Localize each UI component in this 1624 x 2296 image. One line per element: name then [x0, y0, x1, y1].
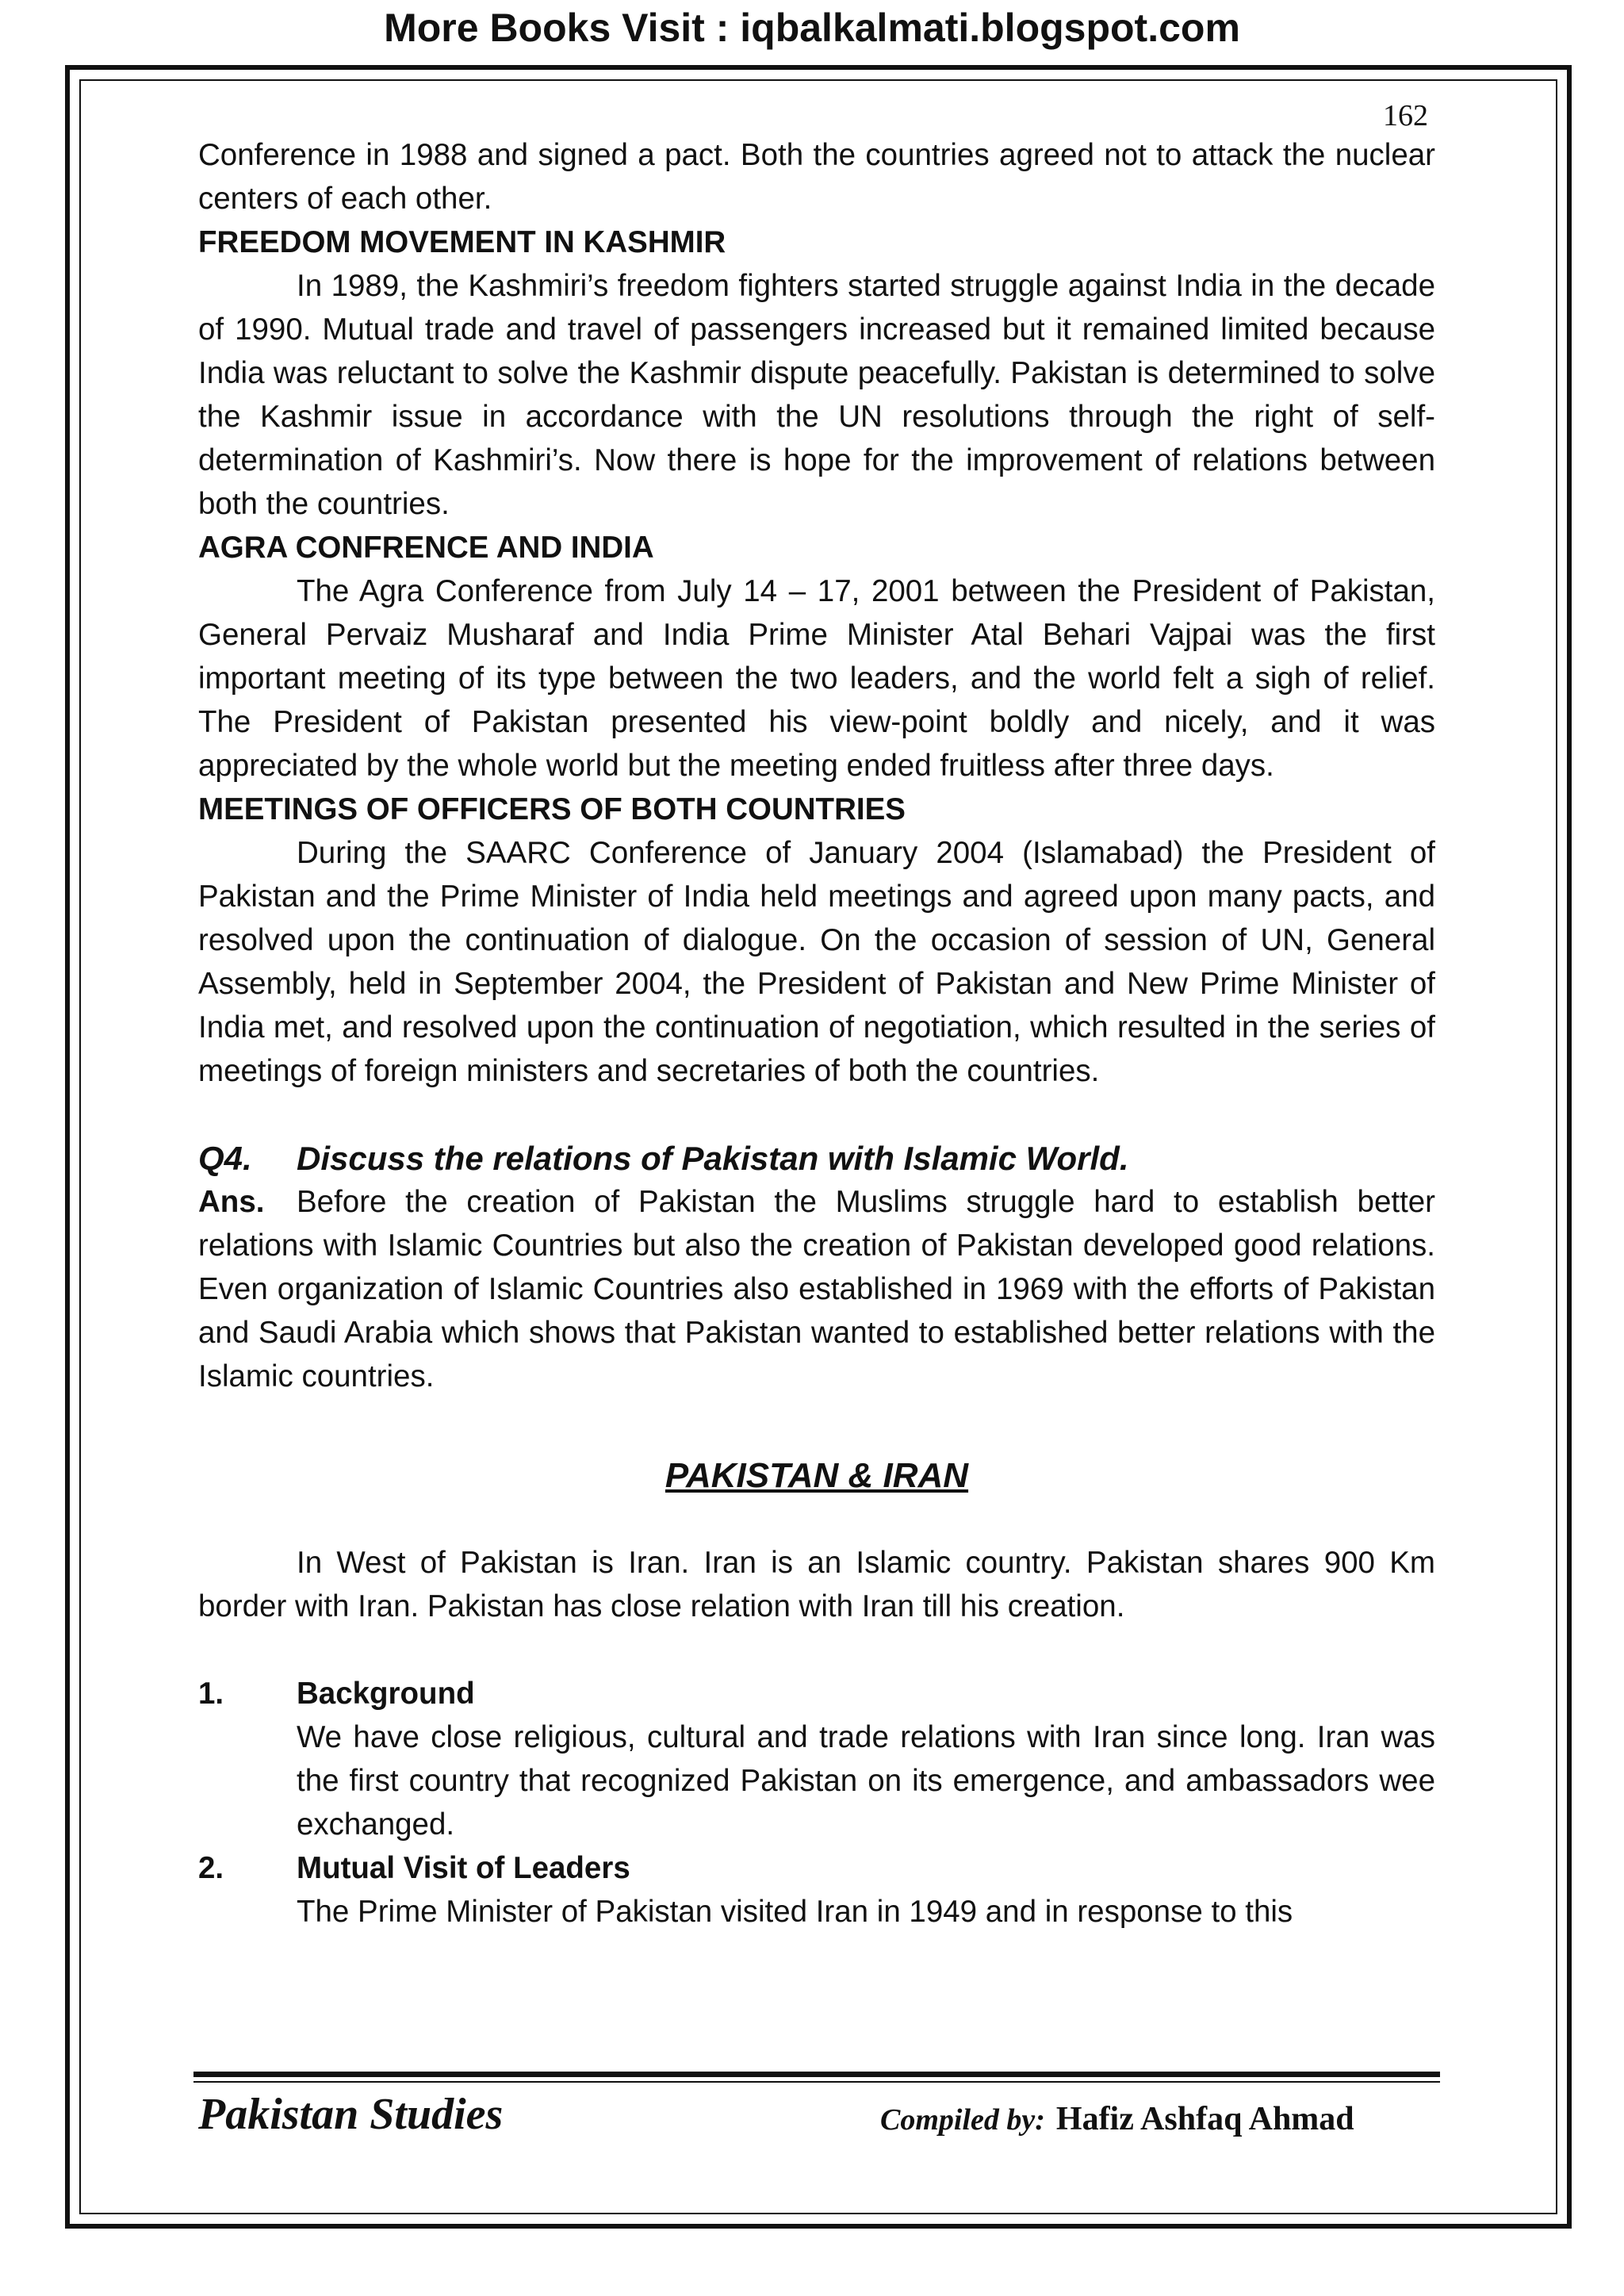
section-heading-agra: AGRA CONFRENCE AND INDIA [198, 531, 654, 565]
spacer [198, 1628, 1435, 1672]
footer-credit [880, 2100, 1354, 2138]
point-item-background [198, 1672, 1435, 1715]
footer-rule-thick [193, 2072, 1440, 2077]
page-number: 162 [1383, 99, 1428, 132]
point-item-mutual-visit [198, 1846, 1435, 1890]
section-body-meetings: During the SAARC Conference of January 2004 (Islamabad) the President of Pakistan and the Prime Minister of India held meetings and agreed upon many pacts, and resolved upon the continuation of dialogue. On the occasion of session of UN, General Assembly, held in September 2004, the President of Pakistan and New Prime Minister of India met, and resolved upon the continuation of negotiation, which resulted in the series of meetings of foreign ministers and secretaries of both the countries. [198, 836, 1435, 1088]
footer-rule-thin [193, 2081, 1440, 2083]
point-title: Background [297, 1677, 475, 1711]
section-heading-kashmir: FREEDOM MOVEMENT IN KASHMIR [198, 225, 726, 259]
footer-author: Hafiz Ashfaq Ahmad [1055, 2101, 1354, 2137]
point-number: 2. [198, 1851, 224, 1885]
page-content [198, 133, 1435, 1934]
point-number: 1. [198, 1677, 224, 1711]
section-body-agra: The Agra Conference from July 14 – 17, 2001 between the President of Pakistan, General Pervaiz Musharaf and India Prime Minister Atal Behari Vajpai was the first important meeting of its type between the two leaders, and the world felt a sigh of relief. The President of Pakistan presented his view-point boldly and nicely, and it was appreciated by the whole world but the meeting ended fruitless after three days. [198, 574, 1435, 783]
question-text: Discuss the relations of Pakistan with Islamic World. [297, 1140, 1129, 1177]
answer-text: Before the creation of Pakistan the Muslims struggle hard to establish better relations with Islamic Countries but also the creation of Pakistan developed good relations. Even organization of Islamic Countries also established in 1969 with the efforts of Pakistan and Saudi Arabia which shows that Pakistan wanted to established better relations with the Islamic countries. [198, 1185, 1435, 1393]
answer-label: Ans. [198, 1185, 265, 1219]
footer-book-title: Pakistan Studies [198, 2090, 504, 2139]
section-body-kashmir: In 1989, the Kashmiri’s freedom fighters started struggle against India in the decade of 1990. Mutual trade and travel of passengers increased but it remained limited because India was reluctant to solve the Kashmir dispute peacefully. Pakistan is determined to solve the Kashmir issue in accordance with the UN resolutions through the right of self-determination of Kashmiri’s. Now there is hope for the improvement of relations between both the countries. [198, 269, 1435, 521]
section-title-pakistan-iran: PAKISTAN & IRAN [665, 1456, 969, 1495]
iran-intro-paragraph: In West of Pakistan is Iran. Iran is an Islamic country. Pakistan shares 900 Km border with Iran. Pakistan has close relation with Iran till his creation. [198, 1546, 1435, 1623]
section-heading-meetings: MEETINGS OF OFFICERS OF BOTH COUNTRIES [198, 792, 906, 826]
point-body: We have close religious, cultural and trade relations with Iran since long. Iran was the first country that recognized Pakistan on its emergence, and ambassadors wee exchanged. [297, 1720, 1435, 1842]
answer-paragraph [198, 1180, 1435, 1398]
intro-paragraph: Conference in 1988 and signed a pact. Both the countries agreed not to attack the nuclear centers of each other. [198, 138, 1435, 216]
question-number: Q4. [198, 1140, 252, 1177]
site-banner: More Books Visit : iqbalkalmati.blogspot.com [384, 6, 1240, 50]
question-line [198, 1137, 1435, 1180]
footer-compiled-label: Compiled by: [880, 2103, 1045, 2137]
point-title: Mutual Visit of Leaders [297, 1851, 630, 1885]
point-body: The Prime Minister of Pakistan visited Iran in 1949 and in response to this [297, 1895, 1293, 1929]
